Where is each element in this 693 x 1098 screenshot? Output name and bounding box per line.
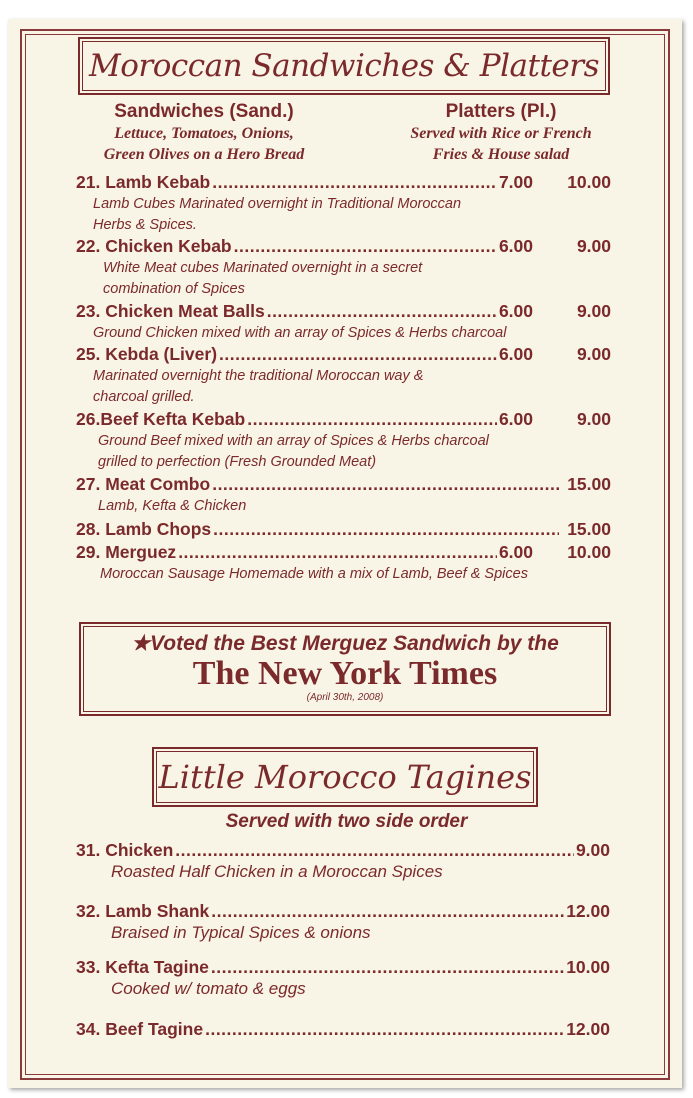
sandwiches-note-1: Lettuce, Tomatoes, Onions,	[114, 125, 294, 142]
menu-item	[76, 344, 611, 365]
menu-item	[76, 901, 610, 922]
dot-leader	[211, 901, 564, 922]
item-description: Marinated overnight the traditional Moroccan way &	[93, 368, 424, 384]
menu-item	[76, 172, 611, 193]
item-name: 26.Beef Kefta Kebab	[76, 409, 246, 429]
item-name: 32. Lamb Shank	[76, 901, 210, 921]
menu-item	[76, 519, 611, 540]
platters-column-header	[370, 101, 632, 165]
item-description: Cooked w/ tomato & eggs	[111, 979, 306, 998]
platters-heading: Platters (Pl.)	[445, 101, 557, 122]
menu-item	[76, 840, 610, 861]
item-name: 31. Chicken	[76, 840, 174, 860]
item-description: Roasted Half Chicken in a Moroccan Spices	[111, 862, 443, 881]
dot-leader	[267, 301, 497, 322]
platter-price: 10.00	[567, 542, 611, 562]
item-description: Lamb, Kefta & Chicken	[98, 498, 247, 514]
platter-price: 15.00	[567, 519, 611, 539]
item-description: Lamb Cubes Marinated overnight in Traditional Moroccan	[93, 196, 462, 212]
sandwiches-column-header	[76, 101, 332, 165]
platter-price: 10.00	[567, 172, 611, 192]
award-publication: The New York Times	[192, 655, 498, 692]
item-name: 23. Chicken Meat Balls	[76, 301, 265, 321]
dot-leader	[212, 172, 497, 193]
item-name: 25. Kebda (Liver)	[76, 344, 218, 364]
menu-item	[76, 957, 610, 978]
platters-note-2: Fries & House salad	[432, 146, 570, 163]
star-icon: ★	[131, 632, 151, 655]
menu-item	[76, 236, 611, 257]
item-description: White Meat cubes Marinated overnight in a secret	[103, 260, 423, 276]
award-date: (April 30th, 2008)	[306, 692, 384, 703]
item-name: 22. Chicken Kebab	[76, 236, 232, 256]
dot-leader	[175, 840, 574, 861]
sandwich-price: 6.00	[498, 344, 533, 364]
item-name: 29. Merguez	[76, 542, 177, 562]
sandwiches-heading: Sandwiches (Sand.)	[114, 101, 294, 122]
sandwich-price: 7.00	[498, 172, 533, 192]
platters-note-1: Served with Rice or French	[410, 125, 592, 142]
platter-price: 15.00	[567, 474, 611, 494]
item-name: 34. Beef Tagine	[76, 1019, 204, 1039]
item-price: 12.00	[566, 901, 610, 921]
dot-leader	[219, 344, 497, 365]
sandwich-price: 6.00	[498, 542, 533, 562]
item-description: Braised in Typical Spices & onions	[111, 923, 371, 942]
dot-leader	[212, 474, 559, 495]
item-description: charcoal grilled.	[93, 389, 195, 405]
item-description: Moroccan Sausage Homemade with a mix of Lamb, Beef & Spices	[100, 566, 528, 582]
award-box	[79, 622, 611, 716]
sandwich-price: 6.00	[498, 236, 533, 256]
menu-item	[76, 1019, 610, 1040]
dot-leader	[178, 542, 497, 563]
menu-item	[76, 474, 611, 495]
menu-item	[76, 542, 611, 563]
item-price: 12.00	[566, 1019, 610, 1039]
section-title-sandwiches: Moroccan Sandwiches & Platters	[78, 37, 610, 95]
item-price: 10.00	[566, 957, 610, 977]
platter-price: 9.00	[576, 301, 611, 321]
tagines-subtitle: Served with two side order	[225, 811, 468, 832]
dot-leader	[211, 957, 564, 978]
dot-leader	[247, 409, 497, 430]
dot-leader	[205, 1019, 564, 1040]
item-description: Ground Chicken mixed with an array of Spices & Herbs charcoal	[93, 325, 507, 341]
platter-price: 9.00	[576, 344, 611, 364]
item-name: 28. Lamb Chops	[76, 519, 212, 539]
sandwich-price: 6.00	[498, 301, 533, 321]
item-price: 9.00	[575, 840, 610, 860]
item-name: 27. Meat Combo	[76, 474, 211, 494]
dot-leader	[234, 236, 497, 257]
item-name: 21. Lamb Kebab	[76, 172, 211, 192]
item-description: Ground Beef mixed with an array of Spices & Herbs charcoal	[98, 433, 489, 449]
menu-item	[76, 301, 611, 322]
sandwich-price: 6.00	[498, 409, 533, 429]
platter-price: 9.00	[576, 236, 611, 256]
menu-item	[76, 409, 611, 430]
item-name: 33. Kefta Tagine	[76, 957, 209, 977]
section-title-tagines: Little Morocco Tagines	[152, 747, 538, 807]
item-description: combination of Spices	[103, 281, 245, 297]
dot-leader	[213, 519, 559, 540]
item-description: grilled to perfection (Fresh Grounded Meat)	[98, 454, 377, 470]
sandwiches-note-2: Green Olives on a Hero Bread	[103, 146, 305, 163]
platter-price: 9.00	[576, 409, 611, 429]
award-line: Voted the Best Merguez Sandwich by the	[150, 632, 559, 655]
item-description: Herbs & Spices.	[93, 217, 197, 233]
